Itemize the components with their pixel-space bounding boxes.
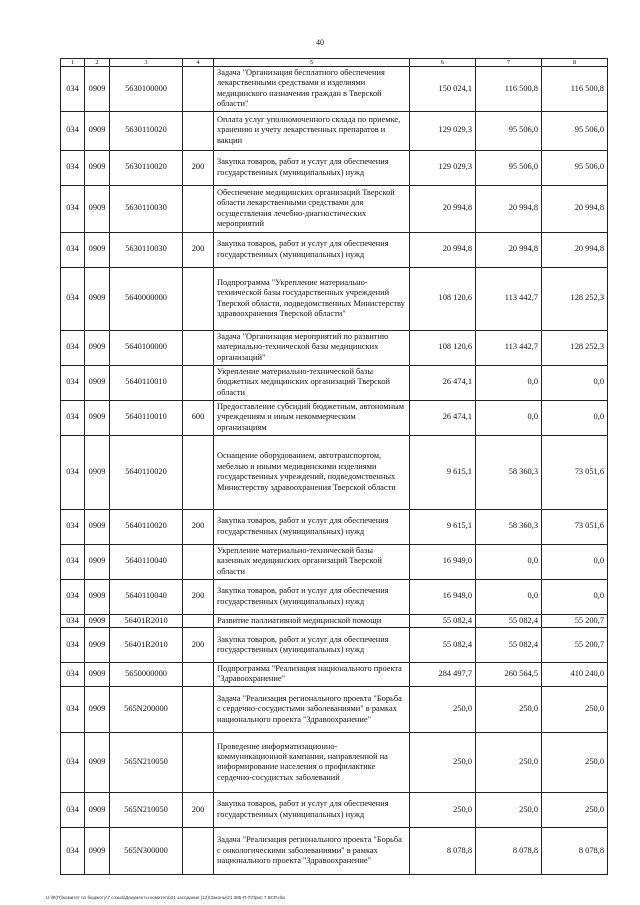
cell-expense-type	[183, 185, 214, 232]
budget-table	[60, 58, 608, 875]
cell-expense-type: 200	[183, 628, 214, 663]
cell-amount-year-2: 8 078,8	[476, 827, 542, 874]
cell-amount-year-3: 0,0	[542, 365, 608, 400]
cell-description: Оплата услуг уполномоченного склада по приемке, хранению и учету лекарственных препаратов и вакцин	[214, 111, 410, 150]
cell-amount-year-3: 95 506,0	[542, 150, 608, 185]
cell-ministry-code: 034	[61, 365, 85, 400]
cell-ministry-code: 034	[61, 267, 85, 330]
cell-expense-type	[183, 732, 214, 792]
cell-amount-year-3: 20 994,8	[542, 232, 608, 267]
cell-expense-type: 200	[183, 150, 214, 185]
table-header-row	[61, 59, 608, 67]
table-row	[61, 150, 608, 185]
cell-section-code: 0909	[85, 732, 110, 792]
cell-amount-year-1: 55 082,4	[410, 614, 476, 627]
cell-section-code: 0909	[85, 400, 110, 435]
table-row	[61, 579, 608, 614]
cell-target-article: 5640110010	[110, 400, 183, 435]
column-header: 5	[214, 59, 410, 67]
cell-section-code: 0909	[85, 111, 110, 150]
cell-amount-year-1: 250,0	[410, 732, 476, 792]
cell-amount-year-1: 250,0	[410, 686, 476, 732]
cell-amount-year-1: 55 082,4	[410, 628, 476, 663]
column-header: 7	[476, 59, 542, 67]
table-row	[61, 827, 608, 874]
cell-amount-year-3: 73 051,6	[542, 509, 608, 544]
file-path-footer: U:\Ф(П)\комитет по бюджету\7 созыв\Документы комитета\21 заседание (12)\Законы\21 385-П-7\Прил 7 ВСР.xlsx	[46, 895, 286, 900]
cell-ministry-code: 034	[61, 67, 85, 112]
cell-expense-type	[183, 330, 214, 365]
cell-section-code: 0909	[85, 509, 110, 544]
cell-amount-year-1: 9 615,1	[410, 509, 476, 544]
table-row	[61, 509, 608, 544]
cell-expense-type	[183, 686, 214, 732]
table-row	[61, 614, 608, 627]
cell-amount-year-1: 8 078,8	[410, 827, 476, 874]
cell-section-code: 0909	[85, 614, 110, 627]
cell-description: Закупка товаров, работ и услуг для обеспечения государственных (муниципальных) нужд	[214, 509, 410, 544]
cell-section-code: 0909	[85, 150, 110, 185]
table-row	[61, 400, 608, 435]
column-header: 8	[542, 59, 608, 67]
cell-amount-year-2: 0,0	[476, 544, 542, 579]
cell-description: Предоставление субсидий бюджетным, автономным учреждениям и иным некоммерческим организациям	[214, 400, 410, 435]
cell-section-code: 0909	[85, 435, 110, 509]
cell-target-article: 5640110020	[110, 435, 183, 509]
cell-section-code: 0909	[85, 185, 110, 232]
cell-description: Закупка товаров, работ и услуг для обеспечения государственных (муниципальных) нужд	[214, 628, 410, 663]
cell-description: Подпрограмма "Реализация национального проекта "Здравоохранение"	[214, 663, 410, 687]
cell-expense-type	[183, 827, 214, 874]
cell-amount-year-1: 108 120,6	[410, 330, 476, 365]
table-row	[61, 732, 608, 792]
cell-amount-year-3: 55 200,7	[542, 614, 608, 627]
cell-ministry-code: 034	[61, 509, 85, 544]
page-number: 40	[316, 38, 324, 47]
cell-amount-year-1: 16 949,0	[410, 579, 476, 614]
cell-amount-year-1: 129 029,3	[410, 111, 476, 150]
cell-description: Укрепление материально-технической базы бюджетных медицинских организаций Тверской области	[214, 365, 410, 400]
cell-target-article: 5640110040	[110, 579, 183, 614]
cell-amount-year-1: 129 029,3	[410, 150, 476, 185]
cell-amount-year-2: 250,0	[476, 792, 542, 827]
cell-amount-year-1: 16 949,0	[410, 544, 476, 579]
cell-section-code: 0909	[85, 792, 110, 827]
cell-section-code: 0909	[85, 330, 110, 365]
cell-amount-year-2: 20 994,8	[476, 232, 542, 267]
cell-description: Закупка товаров, работ и услуг для обеспечения государственных (муниципальных) нужд	[214, 579, 410, 614]
cell-amount-year-3: 250,0	[542, 732, 608, 792]
table-row	[61, 663, 608, 687]
cell-ministry-code: 034	[61, 614, 85, 627]
table-row	[61, 330, 608, 365]
cell-amount-year-2: 116 500,8	[476, 67, 542, 112]
cell-target-article: 5630110020	[110, 150, 183, 185]
cell-target-article: 565N300000	[110, 827, 183, 874]
cell-description: Проведение информатизационно-коммуникационной кампании, направленной на информирование населения о профилактике сердечно-сосудистых заболеваний	[214, 732, 410, 792]
cell-section-code: 0909	[85, 67, 110, 112]
cell-ministry-code: 034	[61, 435, 85, 509]
cell-section-code: 0909	[85, 663, 110, 687]
cell-amount-year-3: 95 506,0	[542, 111, 608, 150]
cell-expense-type	[183, 435, 214, 509]
cell-amount-year-2: 55 082,4	[476, 614, 542, 627]
cell-amount-year-1: 284 497,7	[410, 663, 476, 687]
cell-target-article: 5630110030	[110, 185, 183, 232]
table-row	[61, 792, 608, 827]
cell-expense-type	[183, 614, 214, 627]
cell-section-code: 0909	[85, 365, 110, 400]
cell-amount-year-3: 0,0	[542, 579, 608, 614]
cell-section-code: 0909	[85, 544, 110, 579]
cell-amount-year-2: 95 506,0	[476, 111, 542, 150]
cell-ministry-code: 034	[61, 232, 85, 267]
cell-ministry-code: 034	[61, 628, 85, 663]
cell-amount-year-1: 20 994,8	[410, 185, 476, 232]
cell-amount-year-1: 250,0	[410, 792, 476, 827]
cell-description: Закупка товаров, работ и услуг для обеспечения государственных (муниципальных) нужд	[214, 792, 410, 827]
table-row	[61, 267, 608, 330]
cell-ministry-code: 034	[61, 544, 85, 579]
cell-description: Задача "Реализация регионального проекта "Борьба с онкологическими заболеваниями" в рамках национального проекта "Здравоохранение"	[214, 827, 410, 874]
table-row	[61, 544, 608, 579]
cell-amount-year-2: 260 564,5	[476, 663, 542, 687]
cell-amount-year-1: 9 615,1	[410, 435, 476, 509]
cell-description: Обеспечение медицинских организаций Тверской области лекарственными средствами для осуществления лечебно-диагностических мероприятий	[214, 185, 410, 232]
cell-amount-year-3: 128 252,3	[542, 267, 608, 330]
cell-description: Укрепление материально-технической базы казенных медицинских организаций Тверской области	[214, 544, 410, 579]
cell-section-code: 0909	[85, 686, 110, 732]
cell-target-article: 5640110020	[110, 509, 183, 544]
cell-amount-year-2: 55 082,4	[476, 628, 542, 663]
cell-target-article: 5640100000	[110, 330, 183, 365]
cell-amount-year-1: 26 474,1	[410, 365, 476, 400]
cell-section-code: 0909	[85, 267, 110, 330]
cell-target-article: 5640110040	[110, 544, 183, 579]
column-header: 4	[183, 59, 214, 67]
table-row	[61, 232, 608, 267]
cell-section-code: 0909	[85, 579, 110, 614]
cell-description: Закупка товаров, работ и услуг для обеспечения государственных (муниципальных) нужд	[214, 150, 410, 185]
cell-target-article: 56401R2010	[110, 628, 183, 663]
cell-amount-year-3: 410 240,0	[542, 663, 608, 687]
cell-description: Оснащение оборудованием, автотранспортом, мебелью и иными медицинскими изделиями государственных учреждений, подведомственных Министерству здравоохранения Тверской области	[214, 435, 410, 509]
cell-description: Задача "Организация бесплатного обеспечения лекарственными средствами и изделиями медицинского назначения граждан в Тверской области"	[214, 67, 410, 112]
cell-ministry-code: 034	[61, 150, 85, 185]
cell-amount-year-2: 95 506,0	[476, 150, 542, 185]
cell-amount-year-2: 113 442,7	[476, 330, 542, 365]
cell-description: Задача "Организация мероприятий по развитию материально-технической базы медицинских организаций"	[214, 330, 410, 365]
cell-expense-type	[183, 111, 214, 150]
column-header: 2	[85, 59, 110, 67]
cell-target-article: 5640000000	[110, 267, 183, 330]
cell-target-article: 565N210050	[110, 792, 183, 827]
cell-amount-year-3: 250,0	[542, 792, 608, 827]
cell-description: Задача "Реализация регионального проекта "Борьба с сердечно-сосудистыми заболеваниями" в рамках национального проекта "Здравоохранение"	[214, 686, 410, 732]
cell-amount-year-2: 113 442,7	[476, 267, 542, 330]
cell-section-code: 0909	[85, 628, 110, 663]
cell-expense-type	[183, 365, 214, 400]
cell-expense-type	[183, 267, 214, 330]
cell-amount-year-3: 250,0	[542, 686, 608, 732]
cell-ministry-code: 034	[61, 827, 85, 874]
cell-amount-year-2: 20 994,8	[476, 185, 542, 232]
cell-amount-year-3: 20 994,8	[542, 185, 608, 232]
cell-amount-year-3: 8 078,8	[542, 827, 608, 874]
cell-ministry-code: 034	[61, 686, 85, 732]
cell-amount-year-1: 108 120,6	[410, 267, 476, 330]
cell-expense-type: 200	[183, 509, 214, 544]
table-row	[61, 185, 608, 232]
table-row	[61, 686, 608, 732]
table-row	[61, 111, 608, 150]
cell-ministry-code: 034	[61, 579, 85, 614]
cell-amount-year-2: 0,0	[476, 365, 542, 400]
cell-expense-type: 200	[183, 579, 214, 614]
cell-amount-year-1: 150 024,1	[410, 67, 476, 112]
cell-amount-year-2: 250,0	[476, 732, 542, 792]
cell-expense-type	[183, 663, 214, 687]
cell-target-article: 565N200000	[110, 686, 183, 732]
cell-amount-year-3: 73 051,6	[542, 435, 608, 509]
cell-target-article: 56401R2010	[110, 614, 183, 627]
cell-ministry-code: 034	[61, 792, 85, 827]
cell-expense-type: 200	[183, 232, 214, 267]
cell-amount-year-3: 0,0	[542, 544, 608, 579]
cell-target-article: 5630110030	[110, 232, 183, 267]
cell-ministry-code: 034	[61, 400, 85, 435]
column-header: 6	[410, 59, 476, 67]
column-header: 3	[110, 59, 183, 67]
cell-ministry-code: 034	[61, 330, 85, 365]
cell-amount-year-3: 0,0	[542, 400, 608, 435]
cell-description: Закупка товаров, работ и услуг для обеспечения государственных (муниципальных) нужд	[214, 232, 410, 267]
table-body	[61, 59, 608, 875]
cell-amount-year-3: 116 500,8	[542, 67, 608, 112]
table-row	[61, 365, 608, 400]
cell-amount-year-1: 26 474,1	[410, 400, 476, 435]
cell-amount-year-2: 0,0	[476, 579, 542, 614]
cell-section-code: 0909	[85, 827, 110, 874]
cell-target-article: 565N210050	[110, 732, 183, 792]
cell-target-article: 5630110020	[110, 111, 183, 150]
cell-amount-year-3: 128 252,3	[542, 330, 608, 365]
cell-description: Развитие паллиативной медицинской помощи	[214, 614, 410, 627]
cell-target-article: 5650000000	[110, 663, 183, 687]
cell-amount-year-2: 58 360,3	[476, 509, 542, 544]
cell-amount-year-2: 250,0	[476, 686, 542, 732]
table-row	[61, 628, 608, 663]
cell-target-article: 5630100000	[110, 67, 183, 112]
cell-description: Подпрограмма "Укрепление материально-технической базы государственных учреждений Тверской области, подведомственных Министерству здравоохранения Тверской области"	[214, 267, 410, 330]
table-row	[61, 67, 608, 112]
cell-ministry-code: 034	[61, 185, 85, 232]
cell-expense-type	[183, 67, 214, 112]
cell-amount-year-2: 58 360,3	[476, 435, 542, 509]
cell-target-article: 5640110010	[110, 365, 183, 400]
cell-ministry-code: 034	[61, 663, 85, 687]
column-header: 1	[61, 59, 85, 67]
cell-expense-type: 600	[183, 400, 214, 435]
cell-amount-year-3: 55 200,7	[542, 628, 608, 663]
cell-amount-year-2: 0,0	[476, 400, 542, 435]
cell-section-code: 0909	[85, 232, 110, 267]
cell-ministry-code: 034	[61, 732, 85, 792]
cell-expense-type	[183, 544, 214, 579]
table-row	[61, 435, 608, 509]
cell-ministry-code: 034	[61, 111, 85, 150]
cell-amount-year-1: 20 994,8	[410, 232, 476, 267]
cell-expense-type: 200	[183, 792, 214, 827]
